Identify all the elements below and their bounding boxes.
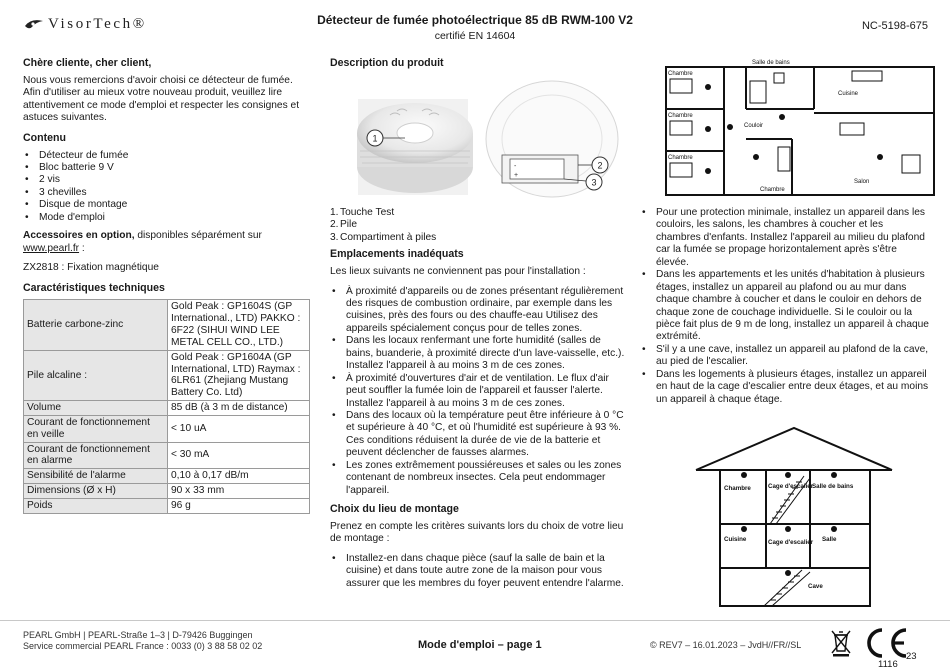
list-item: • Installez-en dans chaque pièce (sauf la salle de bain et la cuisine) et dans toute autre zone de la maison pour vous assurer que les membres du foyer peuvent entendre l'alarme. (330, 553, 625, 590)
choice-list (330, 553, 625, 590)
product-illustration (330, 75, 625, 203)
certification-year: 23 (906, 651, 917, 662)
document-title: Détecteur de fumée photoélectrique 85 dB RWM-100 V2 (317, 13, 633, 27)
specs-table (23, 299, 310, 513)
list-item: • Mode d'emploi (23, 212, 310, 224)
detector-front-image (357, 99, 473, 195)
list-item: • Bloc batterie 9 V (23, 162, 310, 174)
list-item: • S'il y a une cave, installez un appareil au plafond de la cave, au pied de l'escalier. (640, 344, 930, 369)
title-block (250, 13, 700, 42)
contents-list (23, 150, 310, 225)
house-label-stairwell-mid: Cage d'escalier (768, 539, 814, 546)
house-label-bathroom: Salle de bains (812, 483, 854, 490)
spec-value: Gold Peak : GP1604S (GP International., LTD) PAKKO : 6F22 (SIHUI WIND LEE METAL CELL CO., LTD.) (168, 300, 310, 350)
spec-value: < 30 mA (168, 442, 310, 469)
table-row (24, 442, 310, 469)
table-row (24, 415, 310, 442)
column-right (640, 57, 930, 608)
table-row (24, 498, 310, 513)
certification-marks (826, 625, 926, 671)
unsuitable-intro: Les lieux suivants ne conviennent pas pour l'installation : (330, 266, 586, 278)
spec-value: 85 dB (à 3 m de distance) (168, 401, 310, 416)
list-number: 3. (330, 231, 339, 243)
list-item: • Dans les locaux renfermant une forte humidité (salles de bains, buanderie, à proximité directe d'un lave-vaisselle, etc.). Installez l'appareil à au moins 3 m de ces zones. (330, 335, 625, 372)
floorplan-label-bedroom-2: Chambre (668, 113, 693, 119)
unsuitable-heading: Emplacements inadéquats (330, 248, 464, 261)
page-footer (0, 620, 950, 671)
list-item (330, 232, 625, 244)
list-item: • Détecteur de fumée (23, 150, 310, 162)
column-middle (330, 57, 625, 596)
house-section-diagram (694, 426, 894, 608)
footer-contact (23, 630, 262, 653)
table-row (24, 350, 310, 400)
list-item: • Disque de montage (23, 199, 310, 211)
table-row (24, 484, 310, 499)
spec-key: Pile alcaline : (24, 350, 168, 400)
choice-intro: Prenez en compte les critères suivants lors du choix de votre lieu de montage : (330, 520, 624, 545)
intro-text: Nous vous remercions d'avoir choisi ce détecteur de fumée. Afin d'utiliser au mieux votre nouveau produit, veuillez lire attentivement ce mode d'emploi et respecter les consignes et astuces suivantes. (23, 74, 300, 124)
footer-page-label: Mode d'emploi – page 1 (418, 639, 542, 651)
house-label-bedroom: Chambre (724, 485, 751, 492)
eye-logo-icon (24, 18, 44, 30)
page-header (0, 0, 950, 50)
spec-value: Gold Peak : GP1604A (GP International, LTD) Raymax : 6LR61 (Zhejiang Mustang Battery Co. Ltd) (168, 350, 310, 400)
accessories-heading: Accessoires en option, (23, 230, 135, 242)
spec-key: Poids (24, 498, 168, 513)
part-label: Compartiment à piles (340, 231, 437, 243)
footer-company: PEARL GmbH | PEARL-Straße 1–3 | D-79426 Buggingen (23, 630, 253, 640)
accessory-item: ZX2818 : Fixation magnétique (23, 262, 159, 274)
list-item: • Dans les logements à plusieurs étages, installez un appareil en haut de la cage d'escalier entre deux étages, et au moins un appareil à chaque étage. (640, 369, 930, 406)
list-item (330, 207, 625, 219)
document-subtitle: certifié EN 14604 (434, 29, 516, 42)
part-label: Pile (340, 219, 357, 231)
accessories-desc: disponibles séparément sur (134, 230, 262, 242)
table-row (24, 401, 310, 416)
house-label-stairwell-top: Cage d'escalier (768, 483, 814, 490)
list-item: • Pour une protection minimale, installez un appareil dans les couloirs, les salons, les chambres à coucher et les chambres d'enfants. Installez l'appareil au milieu du plafond car la fumée se propage horizontalement après s'être élevée. (640, 207, 930, 269)
house-label-room: Salle (822, 536, 837, 543)
spec-value: < 10 uA (168, 415, 310, 442)
list-item: • À proximité d'ouvertures d'air et de ventilation. Le flux d'air peut souffler la fumée loin de l'appareil et fausser l'alerte. Installez l'appareil à au moins 3 m de ces zones. (330, 373, 625, 410)
list-item: • À proximité d'appareils ou de zones présentant régulièrement des risques de combustion ordinaire, par exemple dans les cuisines, près des fours ou des chauffe-eau Utilisez des appareils spécialement conçus pour de telles zones. (330, 286, 625, 336)
floorplan-diagram (664, 57, 950, 199)
unsuitable-list (330, 286, 625, 497)
spec-key: Courant de fonctionnement en alarme (24, 442, 168, 469)
house-label-kitchen: Cuisine (724, 536, 747, 543)
list-item: • Dans les appartements et les unités d'habitation à plusieurs étages, installez un appareil au plafond ou au mur dans chaque chambre à coucher et dans le couloir en dehors de chaque zone de couchage individuelle. Si le couloir ou la pièce fait plus de 9 m de long, installez un appareil à chaque extrémité. (640, 269, 930, 344)
spec-key: Dimensions (Ø x H) (24, 484, 168, 499)
specs-heading: Caractéristiques techniques (23, 281, 165, 294)
part-label: Touche Test (340, 206, 395, 218)
callout-1-label: 1 (372, 133, 378, 144)
notified-body-number: 1116 (878, 659, 898, 670)
greeting: Chère cliente, cher client, (23, 57, 152, 69)
floorplan-label-hallway: Couloir (744, 123, 764, 129)
list-number: 1. (330, 206, 339, 218)
spec-key: Sensibilité de l'alarme (24, 469, 168, 484)
list-item: • Les zones extrêmement poussiéreuses et sales ou les zones contenant de nombreux insectes. Cela peut endommager l'appareil. (330, 460, 625, 497)
table-row (24, 469, 310, 484)
list-number: 2. (330, 219, 339, 231)
list-item: • Dans des locaux où la température peut être inférieure à 0 °C et supérieure à 40 °C, et où l'humidité est supérieure à 93 %. Ces conditions réduisent la durée de vie de la batterie et peuvent déclencher de fausses alarmes. (330, 410, 625, 460)
description-heading: Description du produit (330, 57, 444, 69)
callout-2-label: 2 (597, 160, 603, 171)
brand-name: VisorTech® (48, 16, 147, 32)
list-item (330, 219, 625, 231)
contents-heading: Contenu (23, 131, 66, 144)
weee-bin-icon (830, 629, 852, 657)
floorplan-label-bedroom-4: Chambre (760, 187, 785, 193)
spec-value: 96 g (168, 498, 310, 513)
ce-mark-icon (860, 627, 910, 659)
svg-text:+: + (514, 171, 519, 179)
spec-value: 0,10 à 0,17 dB/m (168, 469, 310, 484)
list-item: • 3 chevilles (23, 187, 310, 199)
callout-3-label: 3 (591, 177, 597, 188)
svg-text:-: - (514, 162, 517, 170)
spec-key: Volume (24, 401, 168, 416)
footer-service: Service commercial PEARL France : 0033 (0) 3 88 58 02 02 (23, 641, 263, 652)
floorplan-label-bedroom-3: Chambre (668, 155, 693, 161)
parts-list (330, 207, 625, 244)
floorplan-label-kitchen: Cuisine (838, 91, 859, 97)
recommendations-list (640, 207, 930, 406)
document-number: NC-5198-675 (861, 20, 928, 32)
floorplan-label-bedroom-1: Chambre (668, 71, 693, 77)
accessories-text (23, 230, 310, 255)
table-row (24, 300, 310, 350)
brand-logo (24, 15, 147, 33)
spec-key: Courant de fonctionnement en veille (24, 415, 168, 442)
accessories-colon: : (79, 242, 85, 254)
spec-key: Batterie carbone-zinc (24, 300, 168, 350)
column-left (23, 57, 310, 514)
floorplan-label-living: Salon (854, 179, 870, 185)
pearl-link[interactable]: www.pearl.fr (23, 242, 80, 254)
choice-heading: Choix du lieu de montage (330, 503, 459, 516)
spec-value: 90 x 33 mm (168, 484, 310, 499)
list-item: • 2 vis (23, 174, 310, 186)
house-label-cellar: Cave (808, 583, 823, 590)
floorplan-label-bathroom: Salle de bains (752, 60, 790, 66)
footer-revision: © REV7 – 16.01.2023 – JvdH//FR//SL (650, 640, 802, 650)
